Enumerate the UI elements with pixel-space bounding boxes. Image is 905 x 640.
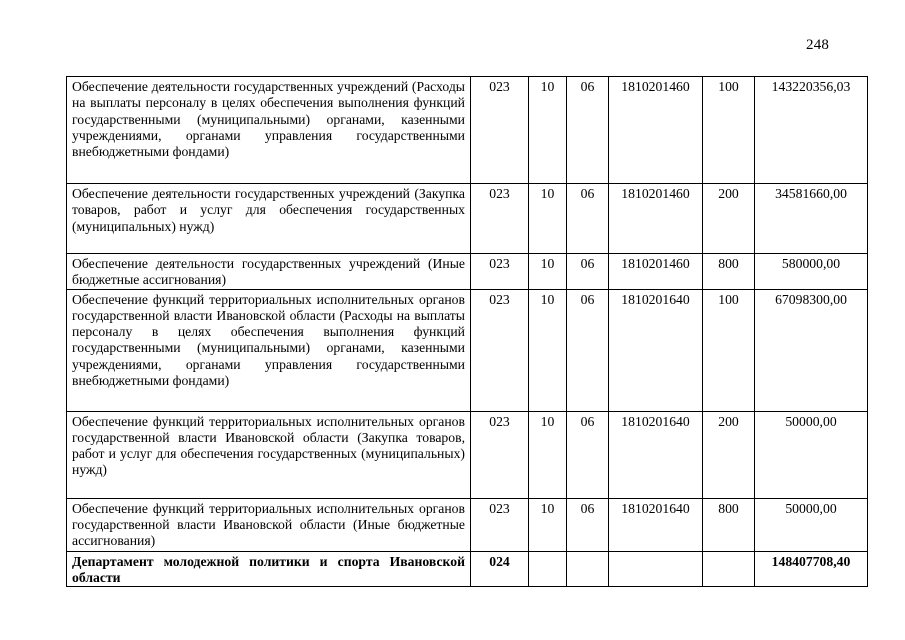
row-description: Обеспечение функций территориальных исполнительных органов государственной власти Ивановской области (Иные бюджетные ассигнования): [67, 498, 471, 551]
ministry-code: 023: [471, 184, 529, 254]
amount: 50000,00: [755, 411, 868, 498]
expense-type-code: 200: [703, 184, 755, 254]
section-code: 10: [529, 254, 567, 290]
expense-type-code: [703, 551, 755, 587]
subsection-code: [567, 551, 609, 587]
expense-type-code: 800: [703, 498, 755, 551]
ministry-code: 023: [471, 498, 529, 551]
target-article-code: 1810201640: [609, 411, 703, 498]
section-code: 10: [529, 498, 567, 551]
row-description: Обеспечение деятельности государственных учреждений (Иные бюджетные ассигнования): [67, 254, 471, 290]
amount: 67098300,00: [755, 289, 868, 411]
amount: 143220356,03: [755, 77, 868, 184]
subsection-code: 06: [567, 184, 609, 254]
section-code: 10: [529, 289, 567, 411]
subsection-code: 06: [567, 254, 609, 290]
row-description: Обеспечение функций территориальных исполнительных органов государственной власти Ивановской области (Расходы на выплаты персоналу в целях обеспечения выполнения функций государственными (муниципальными) органами, казенными учреждениями, органами управления государственными внебюджетными фондами): [67, 289, 471, 411]
subsection-code: 06: [567, 411, 609, 498]
table-row: [67, 254, 868, 290]
budget-table: [66, 76, 868, 587]
table-row: [67, 289, 868, 411]
target-article-code: [609, 551, 703, 587]
page-number: 248: [806, 37, 830, 53]
target-article-code: 1810201460: [609, 77, 703, 184]
ministry-code: 023: [471, 411, 529, 498]
target-article-code: 1810201640: [609, 289, 703, 411]
department-total-amount: 148407708,40: [755, 551, 868, 587]
subsection-code: 06: [567, 77, 609, 184]
subsection-code: 06: [567, 289, 609, 411]
subsection-code: 06: [567, 498, 609, 551]
target-article-code: 1810201460: [609, 184, 703, 254]
amount: 580000,00: [755, 254, 868, 290]
ministry-code: 024: [471, 551, 529, 587]
ministry-code: 023: [471, 289, 529, 411]
expense-type-code: 800: [703, 254, 755, 290]
expense-type-code: 100: [703, 77, 755, 184]
target-article-code: 1810201460: [609, 254, 703, 290]
section-code: 10: [529, 77, 567, 184]
table-row: [67, 184, 868, 254]
department-total-row: [67, 551, 868, 587]
amount: 50000,00: [755, 498, 868, 551]
row-description: Обеспечение функций территориальных исполнительных органов государственной власти Ивановской области (Закупка товаров, работ и услуг для обеспечения государственных (муниципальных) нужд): [67, 411, 471, 498]
section-code: [529, 551, 567, 587]
expense-type-code: 100: [703, 289, 755, 411]
target-article-code: 1810201640: [609, 498, 703, 551]
expense-type-code: 200: [703, 411, 755, 498]
ministry-code: 023: [471, 77, 529, 184]
amount: 34581660,00: [755, 184, 868, 254]
row-description: Обеспечение деятельности государственных учреждений (Расходы на выплаты персоналу в целях обеспечения выполнения функций государственными (муниципальными) органами, казенными учреждениями, органами управления государственными внебюджетными фондами): [67, 77, 471, 184]
row-description: Обеспечение деятельности государственных учреждений (Закупка товаров, работ и услуг для обеспечения государственных (муниципальных) нужд): [67, 184, 471, 254]
table-row: [67, 411, 868, 498]
ministry-code: 023: [471, 254, 529, 290]
table-row: [67, 77, 868, 184]
section-code: 10: [529, 184, 567, 254]
section-code: 10: [529, 411, 567, 498]
table-row: [67, 498, 868, 551]
department-name: Департамент молодежной политики и спорта Ивановской области: [67, 551, 471, 587]
